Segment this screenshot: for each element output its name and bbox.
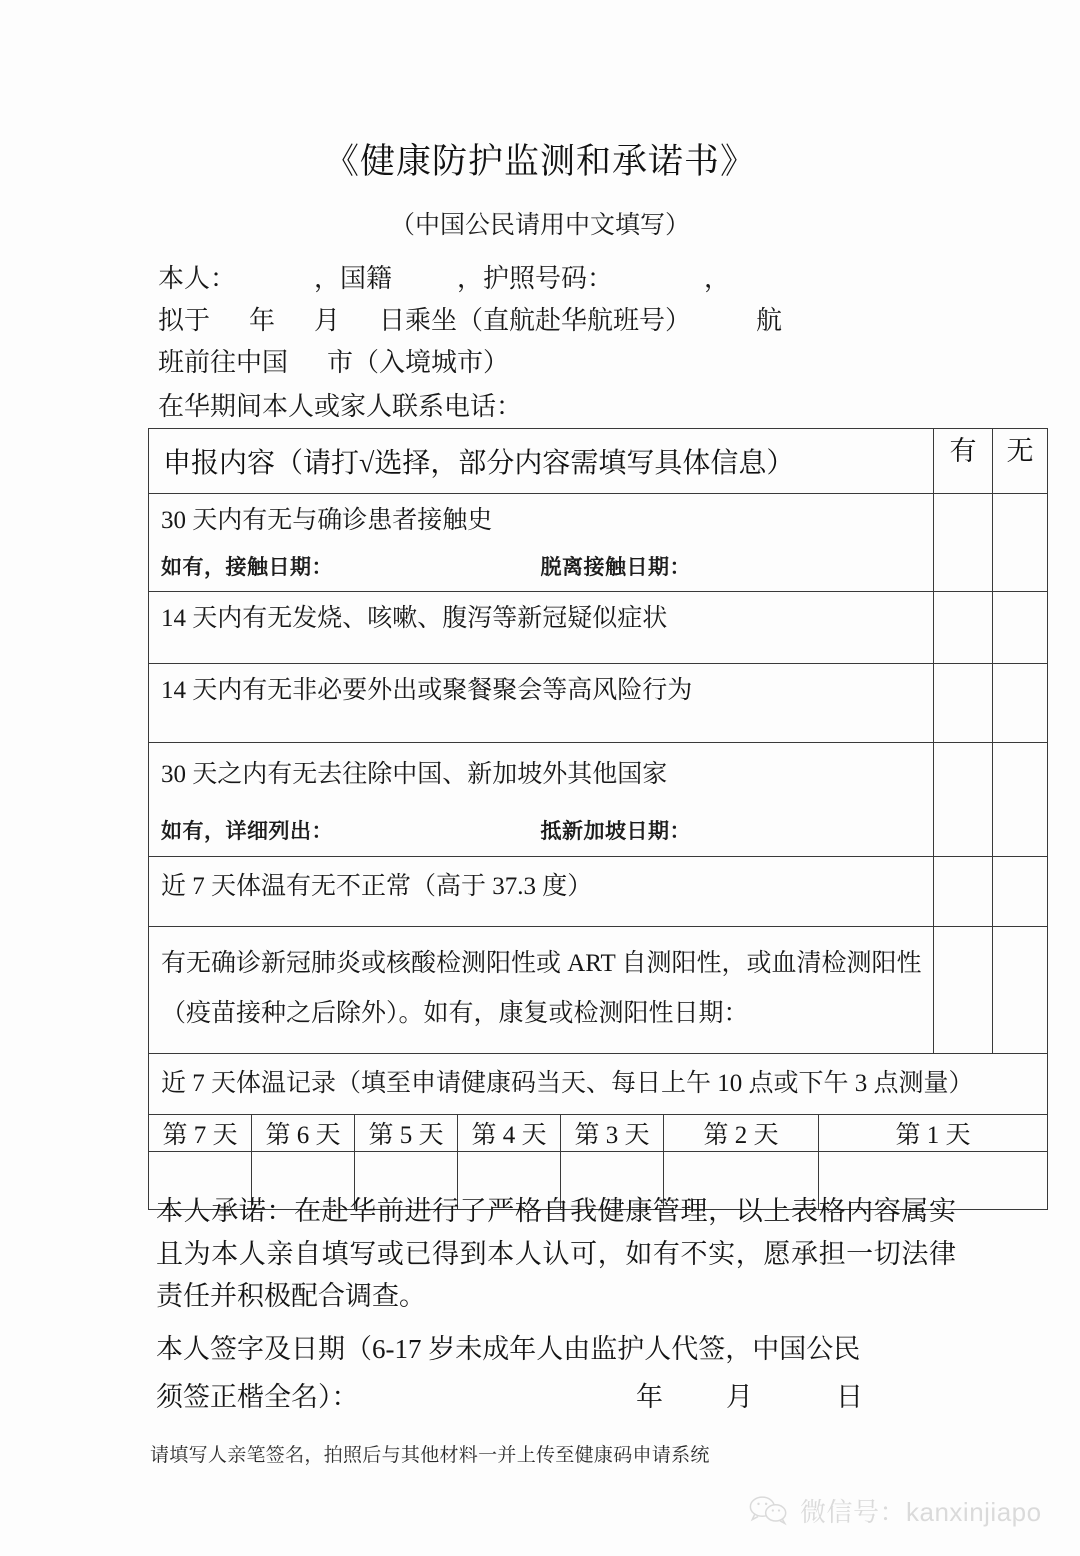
declaration-item-text: 14 天内有无非必要外出或聚餐聚会等高风险行为 <box>161 676 693 704</box>
page-title: 《健康防护监测和承诺书》 <box>323 142 756 181</box>
declaration-item-text: 30 天之内有无去往除中国、新加坡外其他国家 <box>161 761 668 789</box>
checkbox-cell-no[interactable] <box>993 743 1048 856</box>
declaration-item-cell <box>149 927 934 1054</box>
table-header-no-cell: 无 <box>993 429 1048 494</box>
declaration-item-text: 有无确诊新冠肺炎或核酸检测阳性或 ART 自测阳性，或血清检测阳性（疫苗接种之后除外）。如有，康复或检测阳性日期： <box>161 950 922 1028</box>
watermark <box>748 1492 1042 1529</box>
declaration-item-text: 30 天内有无与确诊患者接触史 <box>161 507 493 534</box>
checkbox-cell-no[interactable] <box>993 856 1048 927</box>
table-row <box>149 927 1048 1054</box>
signature-instruction-line1: 本人签字及日期（6-17 岁未成年人由监护人代签，中国公民 <box>156 1334 861 1364</box>
signature-month-label: 月 <box>726 1382 753 1412</box>
table-row <box>149 663 1048 743</box>
declaration-subfield-right: 脱离接触日期： <box>540 554 691 579</box>
checkbox-cell-no[interactable] <box>993 663 1048 743</box>
checkbox-cell-yes[interactable] <box>934 494 993 592</box>
header-line-identity: 本人： ，国籍 ，护照号码： ， <box>158 264 731 293</box>
table-header-content-cell <box>149 429 934 494</box>
table-row <box>149 592 1048 664</box>
day-header-7: 第 7 天 <box>149 1114 252 1151</box>
temperature-record-header-row <box>149 1054 1048 1115</box>
table-header-yes-cell: 有 <box>934 429 993 494</box>
header-line-city: 班前往中国 市（入境城市） <box>158 348 510 377</box>
declaration-item-cell <box>149 592 934 664</box>
day-header-3: 第 3 天 <box>561 1114 664 1151</box>
footer-note: 请填写人亲笔签名，拍照后与其他材料一并上传至健康码申请系统 <box>150 1445 710 1466</box>
checkbox-cell-no[interactable] <box>993 494 1048 592</box>
table-header-content-label: 申报内容（请打√选择，部分内容需填写具体信息） <box>163 448 795 479</box>
declaration-item-cell <box>149 743 934 856</box>
day-header-5: 第 5 天 <box>355 1114 458 1151</box>
page-subtitle: （中国公民请用中文填写） <box>389 212 690 239</box>
table-row <box>149 743 1048 856</box>
declaration-item-text: 近 7 天体温有无不正常（高于 37.3 度） <box>161 872 593 900</box>
checkbox-cell-yes[interactable] <box>934 663 993 743</box>
wechat-icon <box>748 1494 790 1528</box>
signature-year-label: 年 <box>636 1382 663 1412</box>
declaration-subfield-right: 抵新加坡日期： <box>540 818 691 843</box>
declaration-item-cell <box>149 663 934 743</box>
table-row <box>149 494 1048 592</box>
header-line-flight: 拟于 年 月 日乘坐（直航赴华航班号） 航 <box>158 306 783 335</box>
signature-day-label: 日 <box>836 1382 863 1412</box>
checkbox-cell-yes[interactable] <box>934 856 993 927</box>
checkbox-cell-no[interactable] <box>993 927 1048 1054</box>
checkbox-cell-yes[interactable] <box>934 743 993 856</box>
declaration-table <box>148 428 1048 1210</box>
watermark-text: 微信号：kanxinjiapo <box>800 1497 1042 1527</box>
day-header-4: 第 4 天 <box>458 1114 561 1151</box>
day-header-1: 第 1 天 <box>819 1114 1048 1151</box>
declaration-item-text: 14 天内有无发烧、咳嗽、腹泻等新冠疑似症状 <box>161 605 668 633</box>
day-header-2: 第 2 天 <box>664 1114 819 1151</box>
declaration-subfield-left: 如有，接触日期： <box>161 554 333 579</box>
header-line-phone: 在华期间本人或家人联系电话： <box>158 392 523 421</box>
temperature-record-label-cell <box>149 1054 1048 1115</box>
signature-instruction-line2: 须签正楷全名）： <box>156 1382 359 1412</box>
checkbox-cell-no[interactable] <box>993 592 1048 664</box>
table-header-row <box>149 429 1048 494</box>
table-row <box>149 856 1048 927</box>
declaration-subfield-left: 如有，详细列出： <box>161 818 333 843</box>
temperature-record-label: 近 7 天体温记录（填至申请健康码当天、每日上午 10 点或下午 3 点测量） <box>161 1070 974 1098</box>
temperature-day-header-row <box>149 1114 1048 1151</box>
declaration-item-cell <box>149 494 934 592</box>
day-header-6: 第 6 天 <box>252 1114 355 1151</box>
checkbox-cell-yes[interactable] <box>934 927 993 1054</box>
commitment-paragraph: 本人承诺：在赴华前进行了严格自我健康管理，以上表格内容属实且为本人亲自填写或已得到本人认可，如有不实，愿承担一切法律责任并积极配合调查。 <box>156 1196 956 1312</box>
declaration-item-cell <box>149 856 934 927</box>
checkbox-cell-yes[interactable] <box>934 592 993 664</box>
